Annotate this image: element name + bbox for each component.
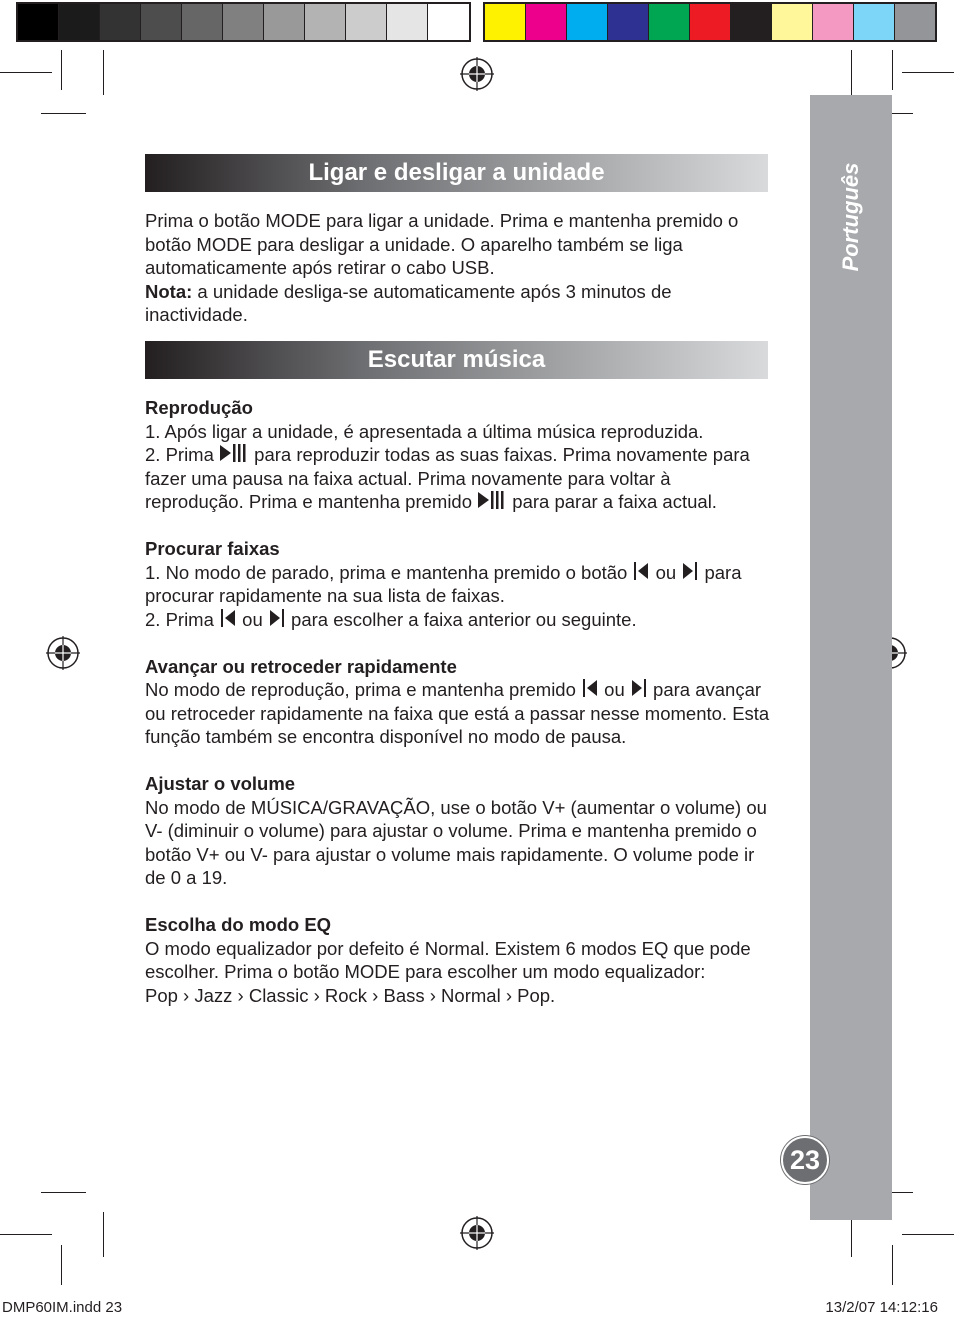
procurar-line2 (145, 608, 770, 632)
color-swatch (731, 4, 772, 40)
previous-track-icon (219, 608, 237, 628)
color-swatch (649, 4, 690, 40)
note-text: a unidade desliga-se automaticamente após 3 minutos de inactividade. (145, 280, 672, 325)
color-swatch (608, 4, 649, 40)
next-track-icon (268, 608, 286, 628)
power-note (145, 280, 770, 327)
crop-mark (851, 50, 852, 95)
language-label: Português (838, 162, 863, 272)
power-instructions (145, 209, 770, 327)
music-instructions (145, 396, 770, 1007)
crop-mark (41, 1192, 86, 1193)
subheading-volume: Ajustar o volume (145, 773, 296, 794)
gray-scale-bar (16, 2, 471, 42)
footer-timestamp: 13/2/07 14:12:16 (825, 1299, 938, 1316)
spacer (145, 749, 770, 773)
eq-body: O modo equalizador por defeito é Normal. Existem 6 modos EQ que pode escolher. Prima o botão MODE para escolher um modo equalizador: (145, 937, 751, 982)
text-run: 1. No modo de parado, prima e mantenha premido o botão (145, 561, 633, 583)
gray-swatch (387, 4, 428, 40)
text-run: ou (599, 679, 630, 700)
gray-swatch (223, 4, 264, 40)
color-swatch (854, 4, 895, 40)
color-swatch (485, 4, 526, 40)
footer-file-info: DMP60IM.indd 23 (2, 1299, 123, 1316)
crop-mark (103, 50, 104, 95)
gray-swatch (100, 4, 141, 40)
crop-mark (0, 1234, 52, 1235)
color-swatch (772, 4, 813, 40)
color-swatch (567, 4, 608, 40)
gray-swatch (428, 4, 469, 40)
crop-mark (61, 1245, 62, 1285)
subheading-procurar: Procurar faixas (145, 538, 280, 559)
text-run: para procurar rapidamente na sua lista de faixas. (145, 561, 742, 606)
text-run: para escolher a faixa anterior ou seguinte. (285, 608, 637, 630)
crop-mark (41, 113, 86, 114)
crop-mark (892, 50, 893, 90)
color-swatch (895, 4, 935, 40)
spacer (145, 514, 770, 538)
gray-swatch (305, 4, 346, 40)
color-swatch (526, 4, 567, 40)
text-run: para parar a faixa actual. (507, 491, 717, 512)
registration-mark-icon (46, 636, 80, 670)
gray-swatch (346, 4, 387, 40)
text-run: ou (237, 608, 268, 630)
section-title: Escutar música (367, 346, 546, 373)
next-track-icon (681, 561, 699, 581)
registration-mark-icon (460, 57, 494, 91)
gray-swatch (18, 4, 59, 40)
subheading-eq: Escolha do modo EQ (145, 914, 332, 935)
color-swatch (813, 4, 854, 40)
eq-sequence: Pop › Jazz › Classic › Rock › Bass › Normal › Pop. (145, 984, 556, 1006)
next-track-icon (630, 678, 648, 698)
gray-swatch (182, 4, 223, 40)
text-run: No modo de reprodução, prima e mantenha premido (145, 679, 582, 700)
volume-body: No modo de MÚSICA/GRAVAÇÃO, use o botão V+ (aumentar o volume) ou V- (diminuir o volume) para ajustar o volume. Prima e mantenha premido o botão V+ ou V- para ajustar o volume mais rapidamente. O volume pode ir de 0 a 19. (145, 796, 767, 888)
text-run: 2. Prima (145, 608, 220, 630)
crop-mark (902, 72, 954, 73)
crop-mark (892, 1245, 893, 1285)
gray-swatch (264, 4, 305, 40)
power-body: Prima o botão MODE para ligar a unidade. Prima e mantenha premido o botão MODE para desligar a unidade. O aparelho também se liga automaticamente após retirar o cabo USB. (145, 210, 739, 278)
gray-swatch (59, 4, 100, 40)
page-number-badge: 23 (781, 1136, 829, 1184)
spacer (145, 890, 770, 914)
avancar-body (145, 678, 770, 749)
color-swatch (690, 4, 731, 40)
previous-track-icon (632, 561, 650, 581)
subheading-reproducao: Reprodução (145, 397, 253, 418)
procurar-line1 (145, 561, 770, 608)
subheading-avancar: Avançar ou retroceder rapidamente (145, 655, 457, 677)
play-pause-icon (219, 443, 249, 463)
process-color-bar (483, 2, 937, 42)
previous-track-icon (581, 678, 599, 698)
note-label: Nota: (145, 280, 193, 302)
reproducao-line2 (145, 443, 770, 514)
crop-mark (0, 72, 52, 73)
crop-mark (902, 1234, 954, 1235)
section-header-power (145, 154, 768, 192)
section-title: Ligar e desligar a unidade (308, 159, 605, 186)
text-run: para reproduzir todas as suas faixas. Prima novamente para fazer uma pausa na faixa actual. Prima novamente para voltar à reprodução. Prima e mantenha premido (145, 444, 750, 512)
text-run: 2. Prima (145, 444, 220, 465)
text-run: para avançar ou retroceder rapidamente na faixa que está a passar nesse momento. Esta função também se encontra disponível no modo de pausa. (145, 679, 770, 747)
spacer (145, 631, 770, 655)
section-header-music (145, 341, 768, 379)
text-run: ou (650, 561, 682, 583)
crop-mark (61, 50, 62, 90)
reproducao-line1: 1. Após ligar a unidade, é apresentada a última música reproduzida. (145, 420, 704, 442)
crop-mark (103, 1212, 104, 1257)
gray-swatch (141, 4, 182, 40)
play-pause-icon (477, 490, 507, 510)
registration-mark-icon (460, 1216, 494, 1250)
